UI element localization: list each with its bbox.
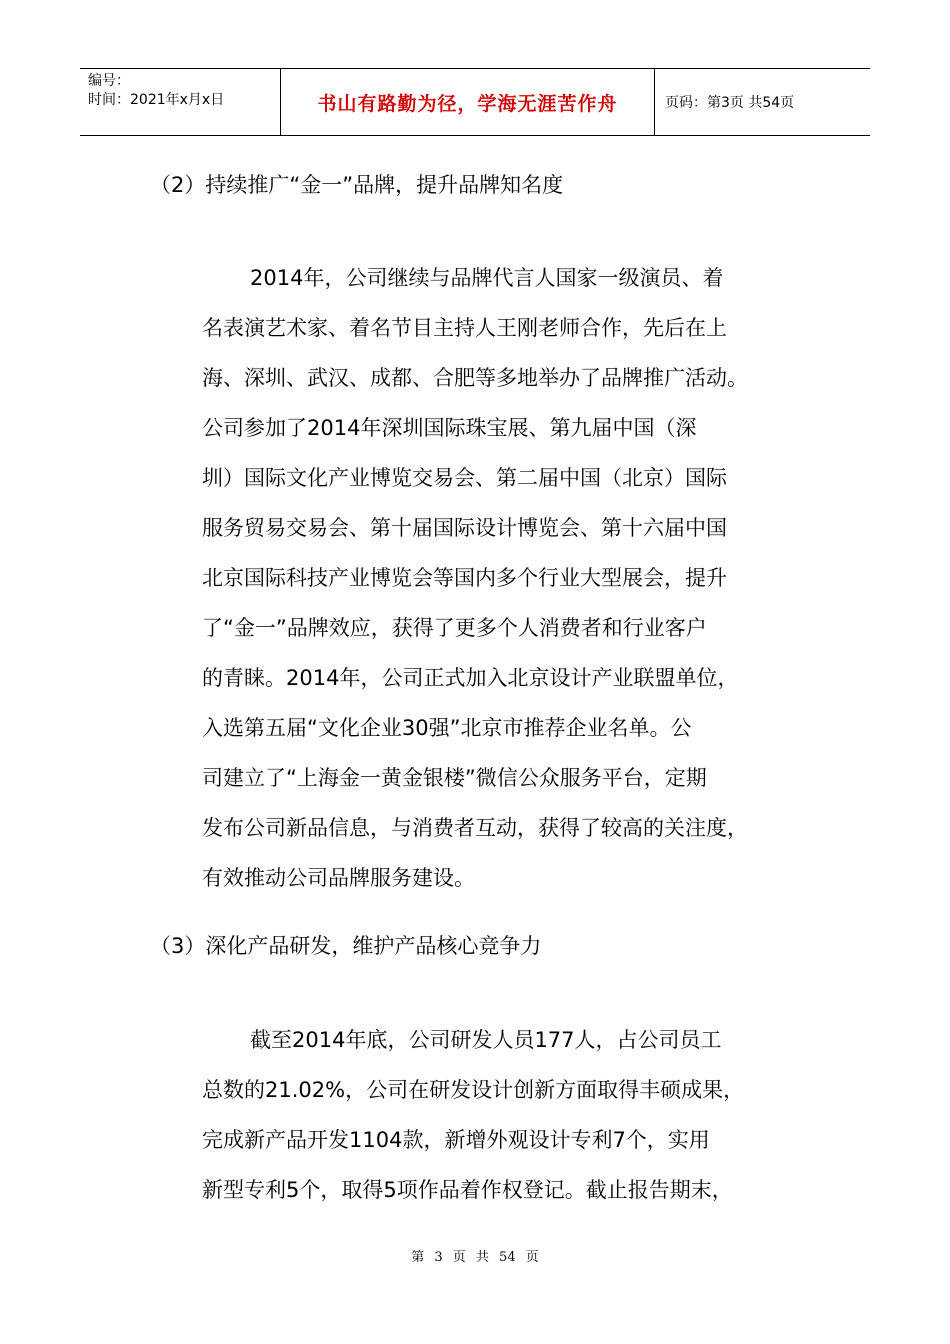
paragraph-line: 海、深圳、武汉、成都、合肥等多地举办了品牌推广活动。 <box>202 366 748 390</box>
document-header <box>80 68 870 136</box>
document-time-label: 时间：2021年x月x日 <box>88 92 225 108</box>
paragraph-line: 的青睐。2014年，公司正式加入北京设计产业联盟单位， <box>202 666 739 690</box>
section-3-paragraph <box>202 1015 822 1215</box>
document-number-label: 编号： <box>88 73 130 89</box>
paragraph-line: 发布公司新品信息，与消费者互动，获得了较高的关注度， <box>202 816 748 840</box>
header-page-info: 页码：第3页 共54页 <box>665 95 795 111</box>
header-motto-cell <box>281 69 655 135</box>
paragraph-line: 截至2014年底，公司研发人员177人，占公司员工 <box>250 1028 722 1052</box>
section-2-heading: （2）持续推广“金一”品牌，提升品牌知名度 <box>150 173 564 197</box>
paragraph-line: 服务贸易交易会、第十届国际设计博览会、第十六届中国 <box>202 516 727 540</box>
paragraph-line: 入选第五届“文化企业30强”北京市推荐企业名单。公 <box>202 716 692 740</box>
paragraph-line: 公司参加了2014年深圳国际珠宝展、第九届中国（深 <box>202 416 697 440</box>
header-page-cell <box>655 69 870 135</box>
paragraph-line: 总数的21.02%，公司在研发设计创新方面取得丰硕成果， <box>202 1078 745 1102</box>
section-3-heading: （3）深化产品研发，维护产品核心竞争力 <box>150 934 542 958</box>
section-2-paragraph <box>202 253 822 903</box>
paragraph-line: 完成新产品开发1104款，新增外观设计专利7个，实用 <box>202 1128 710 1152</box>
paragraph-line: 2014年，公司继续与品牌代言人国家一级演员、着 <box>250 266 724 290</box>
header-meta-cell <box>80 69 281 135</box>
paragraph-line: 司建立了“上海金一黄金银楼”微信公众服务平台，定期 <box>202 766 707 790</box>
paragraph-line: 北京国际科技产业博览会等国内多个行业大型展会，提升 <box>202 566 727 590</box>
paragraph-line: 新型专利5个，取得5项作品着作权登记。截止报告期末， <box>202 1178 733 1202</box>
header-motto: 书山有路勤为径，学海无涯苦作舟 <box>317 93 618 115</box>
paragraph-line: 圳）国际文化产业博览交易会、第二届中国（北京）国际 <box>202 466 727 490</box>
paragraph-line: 名表演艺术家、着名节目主持人王刚老师合作，先后在上 <box>202 316 727 340</box>
page-footer: 第 3 页 共 54 页 <box>411 1250 539 1265</box>
paragraph-line: 有效推动公司品牌服务建设。 <box>202 866 475 890</box>
paragraph-line: 了“金一”品牌效应，获得了更多个人消费者和行业客户 <box>202 616 707 640</box>
